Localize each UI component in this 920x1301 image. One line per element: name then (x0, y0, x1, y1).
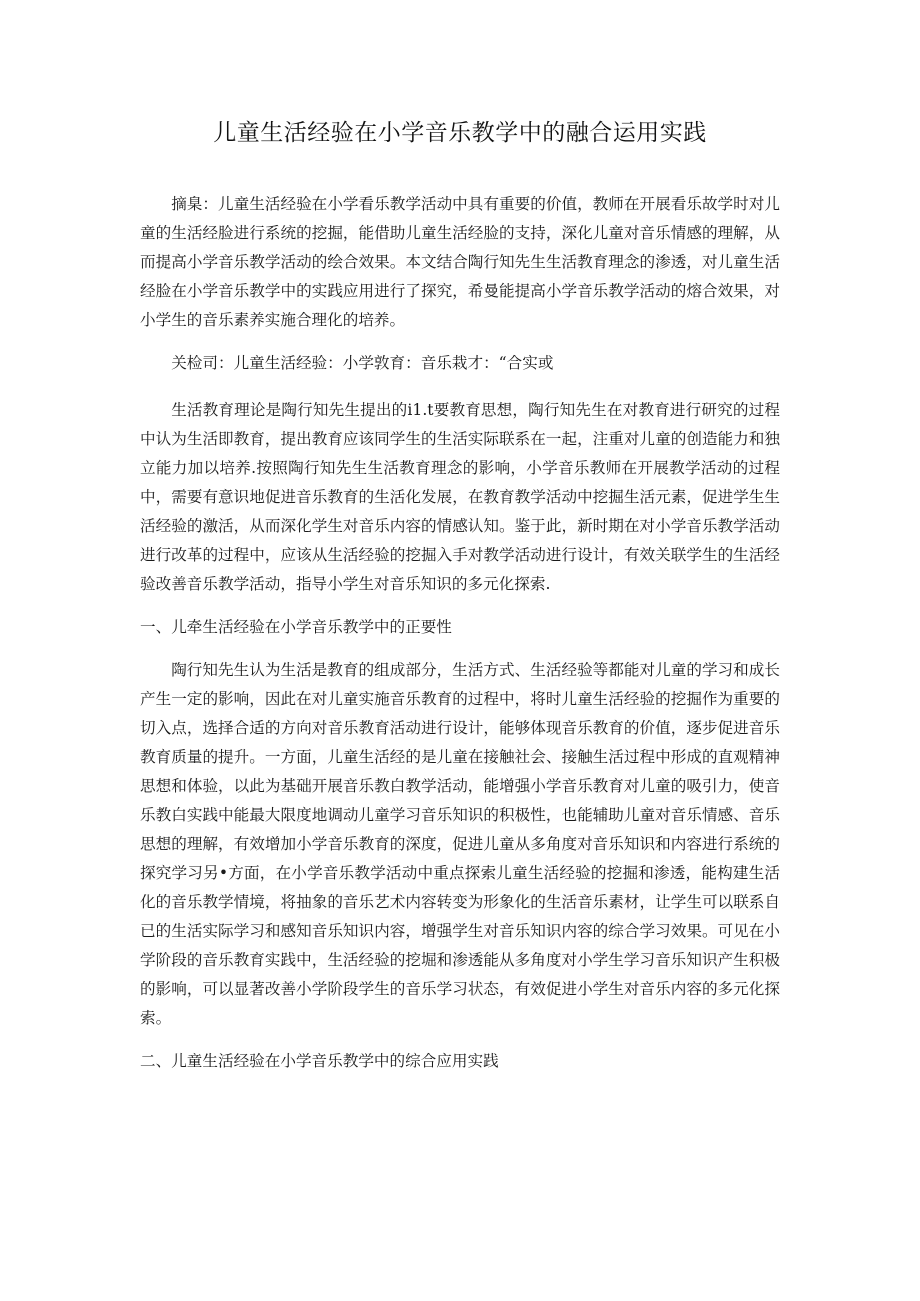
document-body (140, 190, 780, 1090)
document-title: 儿童生活经验在小学音乐教学中的融合运用实践 (213, 120, 707, 146)
keywords-line: 关检司：儿童生活经验：小学敦育：音乐栽才：“合实或 (171, 354, 554, 372)
section-1-paragraph: 陶行知先生认为生活是教育的组成部分，生活方式、生活经验等都能对儿童的学习和成长产生一定的影响，因此在对儿童实施音乐教育的过程中，将时儿童生活经验的挖掘作为重要的切入点，选择合适的方向对音乐教育活动进行设计，能够体现音乐教育的价值，逐步促进音乐教育质量的提升。一方面，儿童生活经的是儿童在接触社会、接触生活过程中形成的直观精神思想和体验，以此为基础开展音乐教白教学活动，能增强小学音乐教育对儿童的吸引力，使音乐教白实践中能最大限度地调动儿童学习音乐知识的积极性，也能辅助儿童对音乐情感、音乐思想的理解，有效增加小学音乐教育的深度，促进儿童从多角度对音乐知识和内容进行系统的探究学习另•方面，在小学音乐教学活动中重点探索儿童生活经验的挖掘和渗透，能构建生活化的音乐教学情境，将抽象的音乐艺术内容转变为形象化的生活音乐素材，让学生可以联系自已的生活实际学习和感知音乐知识内容，增强学生对音乐知识内容的综合学习效果。可见在小学阶段的音乐教育实践中，生活经验的挖堀和渗透能从多角度对小学生学习音乐知识产生积极的影响，可以显著改善小学阶段学生的音乐学习状态，有效促进小学生对音乐内容的多元化探索。 (140, 661, 780, 1027)
abstract-paragraph: 摘臬：儿童生活经验在小学看乐教学活动中具有重要的价值，教师在开展看乐故学时对儿童的生活经脸进行系统的挖掘，能借助儿童生活经脸的支持，深化儿童对音乐情感的理解，从而提高小学音乐教学活动的绘合效果。本文结合陶行知先生生活教育理念的渗透，对儿童生活经脸在小学音乐教学中的实践应用进行了探究，希曼能提高小学音乐教学活动的熔合效果，对小学生的音乐素养实施合理化的培养。 (140, 195, 780, 329)
section-heading-2: 二、儿童生活经验在小学音乐教学中的综合应用实践 (140, 1052, 499, 1070)
intro-paragraph: 生活教育理论是陶行知先生提出的i1.t要教育思想，陶行知先生在对教育进行研究的过程中认为生活即教育，提出教育应该同学生的生活实际联系在一起，注重对儿童的创造能力和独立能力加以培养.按照陶行知先生生活教育理念的影响，小学音乐教师在开展教学活动的过程中，需要有意识地促进音乐教育的生活化发展，在教育教学活动中挖掘生活元素，促进学生生活经验的激活，从而深化学生对音乐内容的情感认知。鉴于此，新时期在对小学音乐教学活动进行改革的过程中，应该从生活经验的挖掘入手对教学活动进行设计，有效关联学生的生活经验改善音乐教学活动，指导小学生对音乐知识的多元化探索. (140, 401, 780, 593)
section-heading-1: 一、儿牵生活经验在小学音乐教学中的正要性 (140, 618, 452, 636)
